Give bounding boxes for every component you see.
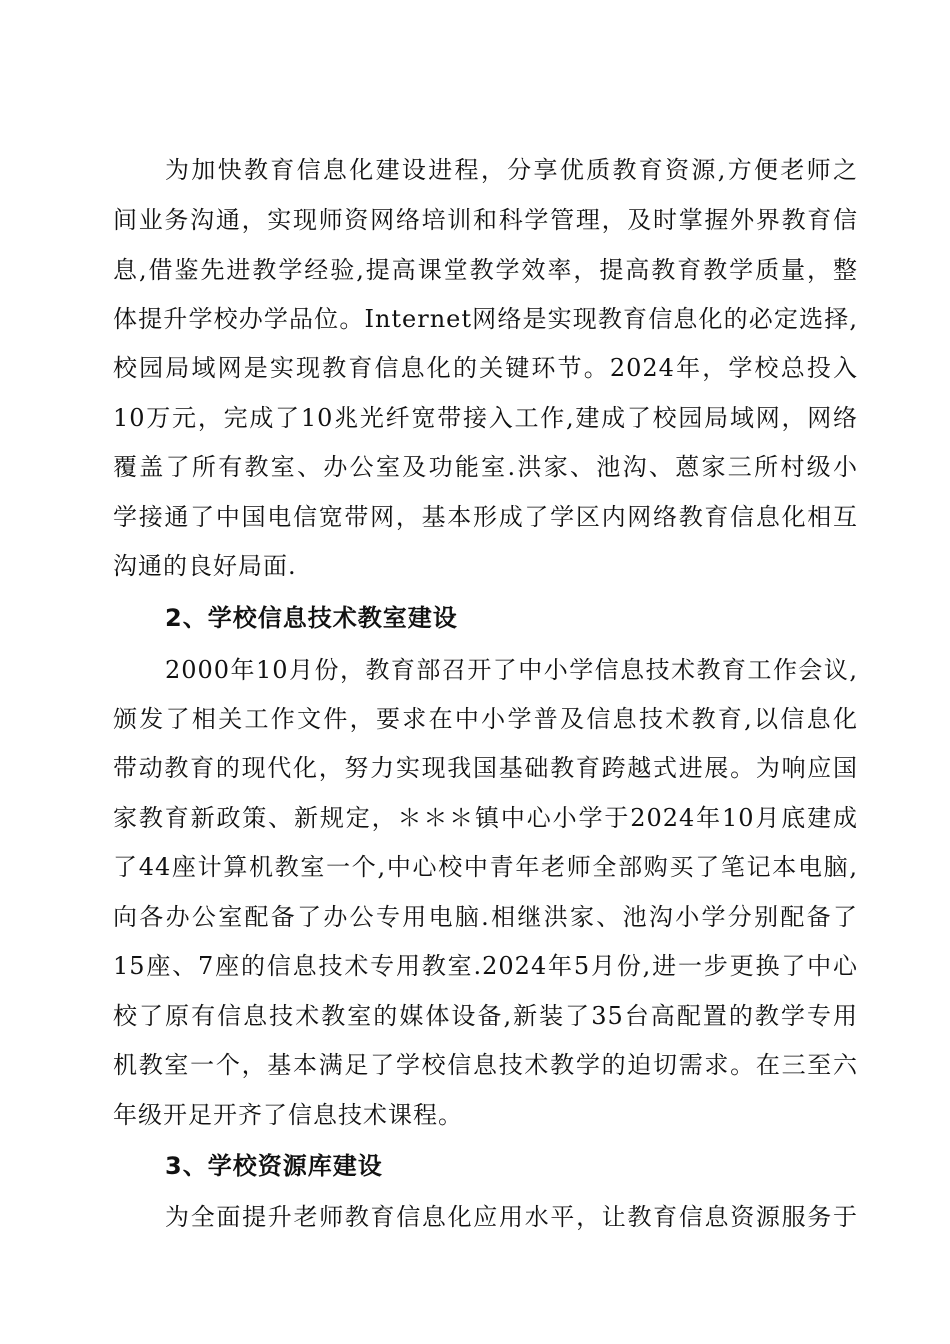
section-heading: 2、学校信息技术教室建设 — [165, 604, 458, 632]
paragraph-line: 沟通的良好局面. — [113, 552, 297, 580]
paragraph-line: 2000年10月份，教育部召开了中小学信息技术教育工作会议, — [165, 656, 858, 684]
paragraph-line: 颁发了相关工作文件，要求在中小学普及信息技术教育,以信息化 — [113, 705, 858, 733]
paragraph-line: 向各办公室配备了办公专用电脑.相继洪家、池沟小学分别配备了 — [113, 903, 858, 931]
paragraph-line: 学接通了中国电信宽带网，基本形成了学区内网络教育信息化相互 — [113, 503, 858, 531]
paragraph-line: 校园局域网是实现教育信息化的关键环节。2024年，学校总投入 — [113, 354, 858, 382]
paragraph-line: 体提升学校办学品位。Internet网络是实现教育信息化的必定选择, — [113, 305, 858, 333]
paragraph-line: 息,借鉴先进教学经验,提高课堂教学效率，提高教育教学质量，整 — [113, 256, 858, 284]
paragraph-line: 校了原有信息技术教室的媒体设备,新装了35台高配置的教学专用 — [113, 1002, 858, 1030]
paragraph-line: 覆盖了所有教室、办公室及功能室.洪家、池沟、蒽家三所村级小 — [113, 453, 858, 481]
paragraph-line: 10万元，完成了10兆光纤宽带接入工作,建成了校园局域网，网络 — [113, 404, 858, 432]
paragraph-line: 了44座计算机教室一个,中心校中青年老师全部购买了笔记本电脑, — [113, 853, 858, 881]
paragraph-line: 为加快教育信息化建设进程，分享优质教育资源,方便老师之 — [165, 156, 858, 184]
paragraph-line: 机教室一个，基本满足了学校信息技术教学的迫切需求。在三至六 — [113, 1051, 858, 1079]
paragraph-line: 为全面提升老师教育信息化应用水平，让教育信息资源服务于 — [165, 1203, 858, 1231]
paragraph-line: 年级开足开齐了信息技术课程。 — [113, 1101, 463, 1129]
paragraph-line: 带动教育的现代化，努力实现我国基础教育跨越式进展。为响应国 — [113, 754, 858, 782]
paragraph-line: 家教育新政策、新规定，＊＊＊镇中心小学于2024年10月底建成 — [113, 804, 858, 832]
section-heading: 3、学校资源库建设 — [165, 1152, 383, 1180]
paragraph-line: 15座、7座的信息技术专用教室.2024年5月份,进一步更换了中心 — [113, 952, 858, 980]
paragraph-line: 间业务沟通，实现师资网络培训和科学管理，及时掌握外界教育信 — [113, 206, 858, 234]
